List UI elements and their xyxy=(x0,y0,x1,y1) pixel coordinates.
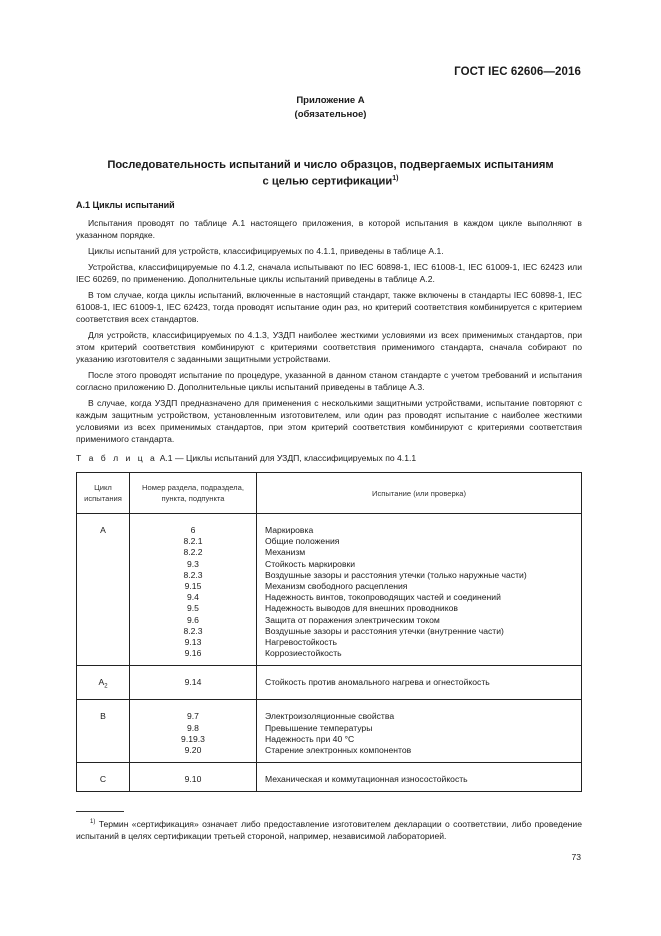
cell-clauses xyxy=(130,514,257,666)
cell-clauses xyxy=(130,666,257,700)
test-name: Общие положения xyxy=(265,536,340,547)
test-cycles-table xyxy=(76,472,582,792)
cell-tests xyxy=(257,700,582,763)
clause-number: 9.15 xyxy=(184,581,202,592)
table-header-row xyxy=(77,473,582,514)
clause-number: 8.2.3 xyxy=(183,569,203,580)
clause-number: 9.6 xyxy=(187,614,199,625)
table-row xyxy=(77,700,582,763)
cell-cycle xyxy=(77,763,130,792)
paragraph: Циклы испытаний для устройств, классифицируемых по 4.1.1, приведены в таблице А.1. xyxy=(88,246,444,256)
clause-number: 8.2.2 xyxy=(183,547,203,558)
clause-number: 8.2.3 xyxy=(183,625,203,636)
footnote-divider xyxy=(76,811,124,812)
clause-number: 8.2.1 xyxy=(183,536,203,547)
header-test: Испытание (или проверка) xyxy=(257,473,582,514)
test-name: Надежность при 40 °С xyxy=(265,733,355,744)
header-clause-line-1: Номер раздела, подраздела, xyxy=(142,483,244,492)
table-row xyxy=(77,666,582,700)
clause-number: 9.20 xyxy=(184,744,202,755)
cell-cycle xyxy=(77,666,130,700)
cell-tests xyxy=(257,763,582,792)
clause-number: 9.16 xyxy=(184,648,202,659)
footnote xyxy=(76,816,582,842)
footnote-mark: 1) xyxy=(90,819,96,825)
test-name: Механизм свободного расцепления xyxy=(265,581,408,592)
table-caption-text: А.1 — Циклы испытаний для УЗДП, классифицируемых по 4.1.1 xyxy=(159,453,417,463)
test-name: Нагревостойкость xyxy=(265,637,337,648)
clause-number: 9.7 xyxy=(187,711,199,722)
test-name: Воздушные зазоры и расстояния утечки (внутренние части) xyxy=(265,625,504,636)
clause-number: 9.14 xyxy=(184,677,202,688)
test-name: Надежность выводов для внешних проводников xyxy=(265,603,458,614)
paragraph: После этого проводят испытание по процедуре, указанной в данном станом стандарте с учетом требований и испытания согласно приложению D. Дополнительные циклы испытаний приведены в таблице А.3. xyxy=(76,370,582,392)
test-name: Коррозиестойкость xyxy=(265,648,342,659)
standard-code: ГОСТ IEC 62606—2016 xyxy=(454,66,581,78)
clause-number: 6 xyxy=(190,525,196,535)
table-row xyxy=(77,763,582,792)
main-title xyxy=(0,158,661,189)
clause-number: 9.4 xyxy=(187,592,199,603)
header-cycle xyxy=(77,473,130,514)
paragraph: В том случае, когда циклы испытаний, включенные в настоящий стандарт, также включены в стандарты IEC 60898-1, IEC 61008-1, IEC 61009-1, IEC 62423, тогда проводят испытание один раз, но критерий соответствия комбинируется с критерием соответствия всех стандартов. xyxy=(76,290,582,324)
table-row xyxy=(77,514,582,666)
paragraph: Испытания проводят по таблице А.1 настоящего приложения, в которой испытания в каждом цикле выполняют в указанном порядке. xyxy=(76,218,582,240)
clause-number: 9.5 xyxy=(187,603,199,614)
main-title-line-1: Последовательность испытаний и число образцов, подвергаемых испытаниям xyxy=(107,159,554,171)
clause-number: 9.3 xyxy=(187,558,199,569)
clause-number: 9.13 xyxy=(184,637,202,648)
cycle-label: А xyxy=(100,525,106,535)
test-name: Электроизоляционные свойства xyxy=(265,711,395,722)
main-title-line-2 xyxy=(0,172,661,189)
cell-clauses xyxy=(130,763,257,792)
test-name: Механическая и коммутационная износостойкость xyxy=(265,774,468,785)
cycle-label: В xyxy=(100,711,106,722)
clause-number: 9.19.3 xyxy=(181,733,205,744)
test-name: Стойкость против аномального нагрева и огнестойкость xyxy=(265,677,490,688)
header-clause-line-2: пункта, подпункта xyxy=(161,494,225,503)
table-caption xyxy=(76,453,416,463)
section-heading: А.1 Циклы испытаний xyxy=(76,200,175,210)
test-name: Старение электронных компонентов xyxy=(265,744,412,755)
cycle-subscript: 2 xyxy=(104,684,108,691)
main-title-line-2-text: с целью сертификации xyxy=(262,175,393,188)
annex-title: Приложение А xyxy=(296,95,365,106)
cell-clauses xyxy=(130,700,257,763)
paragraph: Устройства, классифицируемые по 4.1.2, сначала испытывают по IEC 60898-1, IEC 61008-1, IEC 61009-1, IEC 62423 или IEC 60269, по применению. Дополнительные циклы испытаний приведены в таблице А.2. xyxy=(76,262,582,284)
footnote-ref[interactable]: 1) xyxy=(392,175,399,182)
footnote-text: Термин «сертификация» означает либо предоставление изготовителем декларации о соответствии, либо проведение испытаний в целях сертификации третьей стороной, например, независимой лабораторией. xyxy=(76,818,582,841)
paragraph: В случае, когда УЗДП предназначено для применения с несколькими защитными устройствами, испытание повторяют с каждым защитным устройством, установленным изготовителем, или один раз проводят испытание с наиболее жесткими условиями из всех применимых стандартов, при этом критерий соответствия комбинируют с критериями соответствия применимого стандарта. xyxy=(76,398,582,444)
cell-tests xyxy=(257,514,582,666)
test-name: Надежность винтов, токопроводящих частей и соединений xyxy=(265,592,501,603)
test-name: Превышение температуры xyxy=(265,722,373,733)
header-cycle-line-1: Цикл xyxy=(94,483,112,492)
cell-cycle xyxy=(77,514,130,666)
cycle-label: С xyxy=(99,774,107,785)
test-name: Маркировка xyxy=(265,525,314,535)
test-name: Воздушные зазоры и расстояния утечки (только наружные части) xyxy=(265,569,527,580)
cell-cycle xyxy=(77,700,130,763)
test-name: Стойкость маркировки xyxy=(265,558,356,569)
clause-number: 9.8 xyxy=(187,722,199,733)
cell-tests xyxy=(257,666,582,700)
page-number: 73 xyxy=(571,852,581,862)
cycle-label: А xyxy=(98,677,105,688)
header-clause xyxy=(130,473,257,514)
annex-status: (обязательное) xyxy=(294,109,367,120)
body-text xyxy=(76,217,582,449)
test-name: Защита от поражения электрическим током xyxy=(265,614,440,625)
paragraph: Для устройств, классифицируемых по 4.1.3, УЗДП наиболее жесткими условиями из всех применимых стандартов, при этом критерий соответствия комбинируют с критериями соответствия применимого стандарта, сначала собирают по указанию изготовителя с заданными защитными устройствами. xyxy=(76,330,582,364)
table-caption-prefix: Т а б л и ц а xyxy=(76,453,158,463)
clause-number: 9.10 xyxy=(184,774,202,785)
test-name: Механизм xyxy=(265,547,306,558)
header-cycle-line-2: испытания xyxy=(84,494,122,503)
